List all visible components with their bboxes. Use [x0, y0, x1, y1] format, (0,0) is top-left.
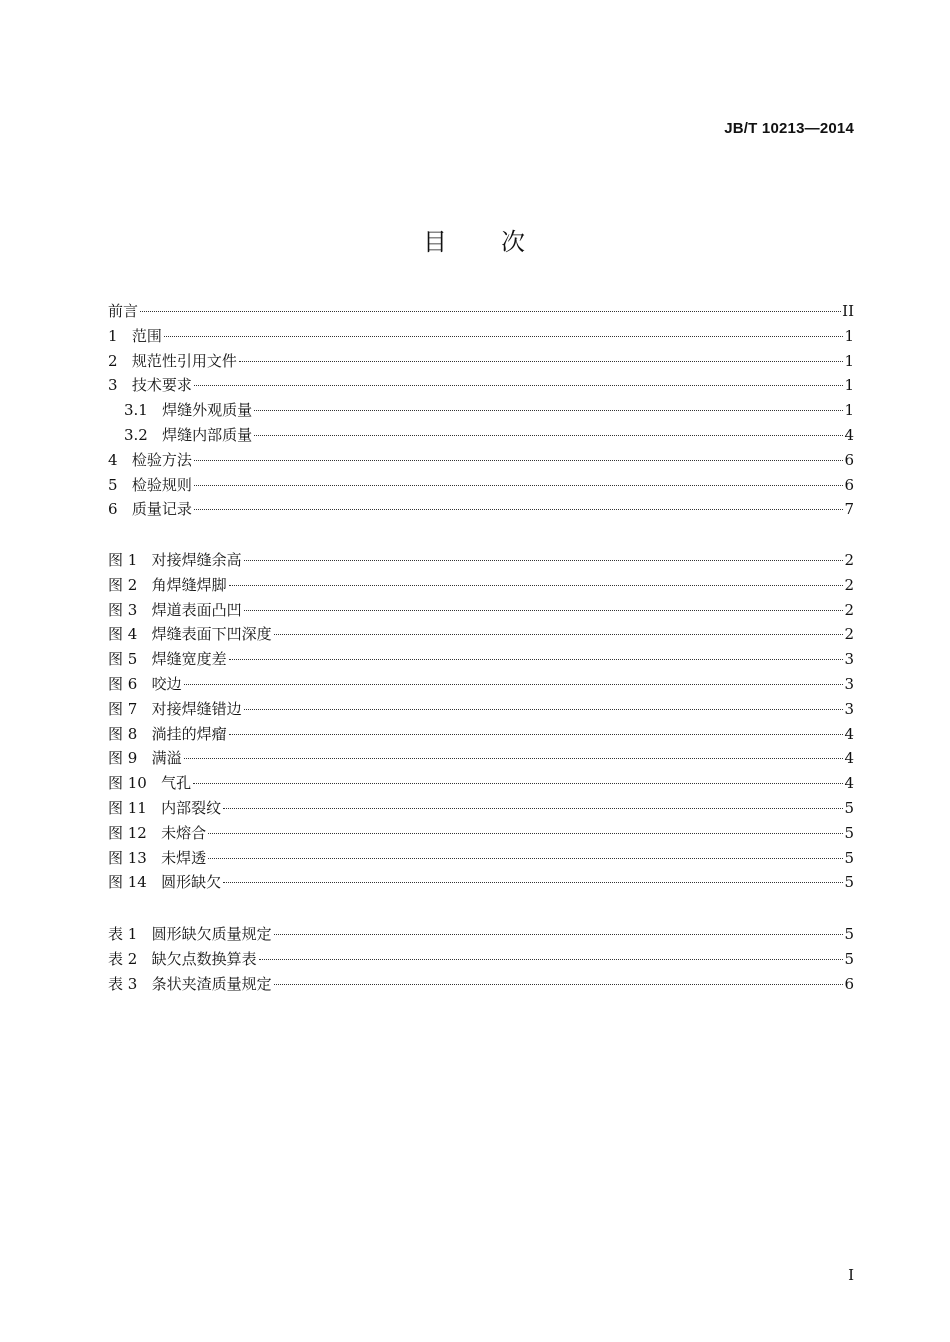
dot-leader — [274, 934, 844, 935]
entry-page: II — [842, 302, 854, 320]
toc-entry[interactable] — [108, 349, 854, 374]
entry-page: 4 — [844, 774, 854, 793]
toc-entry[interactable] — [108, 373, 854, 398]
dot-leader — [184, 684, 844, 685]
entry-label: 检验规则 — [131, 475, 192, 494]
entry-label: 焊缝表面下凹深度 — [151, 625, 272, 644]
entry-number: 1 — [108, 326, 132, 345]
toc-figures-list — [108, 548, 854, 895]
page-number: I — [848, 1266, 854, 1284]
toc-entry[interactable] — [108, 947, 854, 972]
toc-entry[interactable] — [108, 922, 854, 947]
dot-leader — [223, 808, 843, 809]
toc-entry[interactable] — [108, 722, 854, 747]
entry-label: 未熔合 — [161, 823, 207, 842]
entry-label: 圆形缺欠 — [161, 873, 222, 892]
entry-label: 角焊缝焊脚 — [151, 575, 227, 594]
dot-leader — [274, 984, 844, 985]
dot-leader — [193, 783, 843, 784]
entry-number: 图 4 — [108, 625, 152, 644]
entry-label: 满溢 — [151, 749, 182, 768]
entry-label: 焊道表面凸凹 — [151, 600, 242, 619]
dot-leader — [164, 336, 844, 337]
dot-leader — [184, 758, 844, 759]
toc-entry[interactable] — [108, 299, 854, 324]
entry-page: 6 — [844, 974, 854, 993]
toc-entry[interactable] — [108, 473, 854, 498]
entry-label: 范围 — [131, 326, 162, 345]
entry-page: 1 — [844, 401, 854, 420]
toc-entry[interactable] — [108, 846, 854, 871]
dot-leader — [259, 959, 844, 960]
entry-number: 图 13 — [108, 848, 162, 867]
entry-label: 焊缝宽度差 — [151, 650, 227, 669]
toc-entry[interactable] — [108, 647, 854, 672]
entry-label: 圆形缺欠质量规定 — [151, 925, 272, 943]
entry-label: 技术要求 — [131, 376, 192, 395]
toc-entry[interactable] — [108, 497, 854, 522]
entry-page: 3 — [844, 650, 854, 669]
entry-label: 检验方法 — [131, 450, 192, 469]
entry-number: 表 2 — [108, 949, 152, 968]
entry-page: 7 — [844, 500, 854, 519]
dot-leader — [208, 858, 843, 859]
entry-page: 2 — [844, 551, 854, 569]
entry-label: 对接焊缝余高 — [151, 551, 242, 569]
dot-leader — [223, 882, 843, 883]
entry-number: 图 10 — [108, 774, 162, 793]
entry-number: 5 — [108, 475, 132, 494]
entry-page: 2 — [844, 575, 854, 594]
dot-leader — [244, 709, 844, 710]
toc-entry[interactable] — [108, 598, 854, 623]
dot-leader — [208, 833, 843, 834]
entry-label: 前言 — [108, 302, 139, 320]
entry-number: 图 2 — [108, 575, 152, 594]
toc-entry[interactable] — [108, 821, 854, 846]
entry-page: 1 — [844, 351, 854, 370]
entry-label: 缺欠点数换算表 — [151, 949, 257, 968]
title-char-1: 目 — [423, 228, 449, 256]
toc-entry[interactable] — [108, 622, 854, 647]
toc-entry[interactable] — [108, 697, 854, 722]
entry-page: 4 — [844, 724, 854, 743]
entry-label: 质量记录 — [131, 500, 192, 519]
entry-label: 对接焊缝错边 — [151, 699, 242, 718]
entry-number: 图 14 — [108, 873, 162, 892]
toc-entry[interactable] — [108, 870, 854, 895]
entry-label: 淌挂的焊瘤 — [151, 724, 227, 743]
toc-entry[interactable] — [108, 771, 854, 796]
entry-number: 2 — [108, 351, 132, 370]
toc-entry[interactable] — [108, 398, 854, 423]
entry-number: 图 3 — [108, 600, 152, 619]
toc-main-list — [108, 299, 854, 522]
dot-leader — [274, 634, 844, 635]
entry-number: 3.1 — [124, 401, 163, 420]
entry-number: 3.2 — [124, 425, 163, 444]
entry-page: 5 — [844, 949, 854, 968]
entry-page: 1 — [844, 376, 854, 395]
entry-number: 6 — [108, 500, 132, 519]
toc-entry[interactable] — [108, 548, 854, 573]
dot-leader — [254, 410, 843, 411]
entry-number: 图 12 — [108, 823, 162, 842]
entry-page: 4 — [844, 425, 854, 444]
entry-number: 4 — [108, 450, 132, 469]
entry-number: 图 1 — [108, 551, 152, 569]
standard-code: JB/T 10213—2014 — [724, 120, 854, 137]
toc-entry[interactable] — [108, 746, 854, 771]
entry-label: 气孔 — [161, 774, 192, 793]
entry-number: 图 9 — [108, 749, 152, 768]
entry-label: 咬边 — [151, 674, 182, 693]
title-char-2: 次 — [501, 228, 527, 256]
entry-number: 表 3 — [108, 974, 152, 993]
entry-page: 2 — [844, 625, 854, 644]
entry-page: 1 — [844, 326, 854, 345]
dot-leader — [229, 659, 844, 660]
page-title — [0, 222, 950, 257]
entry-page: 3 — [844, 674, 854, 693]
entry-page: 6 — [844, 450, 854, 469]
entry-number: 图 8 — [108, 724, 152, 743]
entry-label: 规范性引用文件 — [131, 351, 237, 370]
entry-label: 条状夹渣质量规定 — [151, 974, 272, 993]
entry-number: 表 1 — [108, 925, 152, 943]
entry-page: 5 — [844, 873, 854, 892]
toc-entry[interactable] — [108, 573, 854, 598]
entry-label: 内部裂纹 — [161, 798, 222, 817]
dot-leader — [239, 361, 844, 362]
toc-entry[interactable] — [108, 672, 854, 697]
dot-leader — [140, 311, 841, 312]
dot-leader — [244, 610, 844, 611]
entry-page: 2 — [844, 600, 854, 619]
entry-number: 3 — [108, 376, 132, 395]
dot-leader — [194, 509, 844, 510]
dot-leader — [229, 734, 844, 735]
dot-leader — [194, 460, 844, 461]
entry-number: 图 7 — [108, 699, 152, 718]
dot-leader — [254, 435, 843, 436]
dot-leader — [194, 485, 844, 486]
entry-page: 5 — [844, 823, 854, 842]
entry-label: 焊缝外观质量 — [162, 401, 253, 420]
dot-leader — [229, 585, 844, 586]
entry-page: 5 — [844, 925, 854, 943]
entry-page: 4 — [844, 749, 854, 768]
entry-page: 6 — [844, 475, 854, 494]
entry-number: 图 5 — [108, 650, 152, 669]
entry-number: 图 6 — [108, 674, 152, 693]
entry-page: 5 — [844, 848, 854, 867]
toc-entry[interactable] — [108, 972, 854, 997]
toc-entry[interactable] — [108, 423, 854, 448]
entry-label: 焊缝内部质量 — [162, 425, 253, 444]
toc-entry[interactable] — [108, 324, 854, 349]
entry-page: 3 — [844, 699, 854, 718]
toc-tables-list — [108, 922, 854, 996]
toc-entry[interactable] — [108, 448, 854, 473]
dot-leader — [244, 560, 844, 561]
toc-entry[interactable] — [108, 796, 854, 821]
dot-leader — [194, 385, 844, 386]
entry-number: 图 11 — [108, 798, 162, 817]
entry-page: 5 — [844, 798, 854, 817]
entry-label: 未焊透 — [161, 848, 207, 867]
